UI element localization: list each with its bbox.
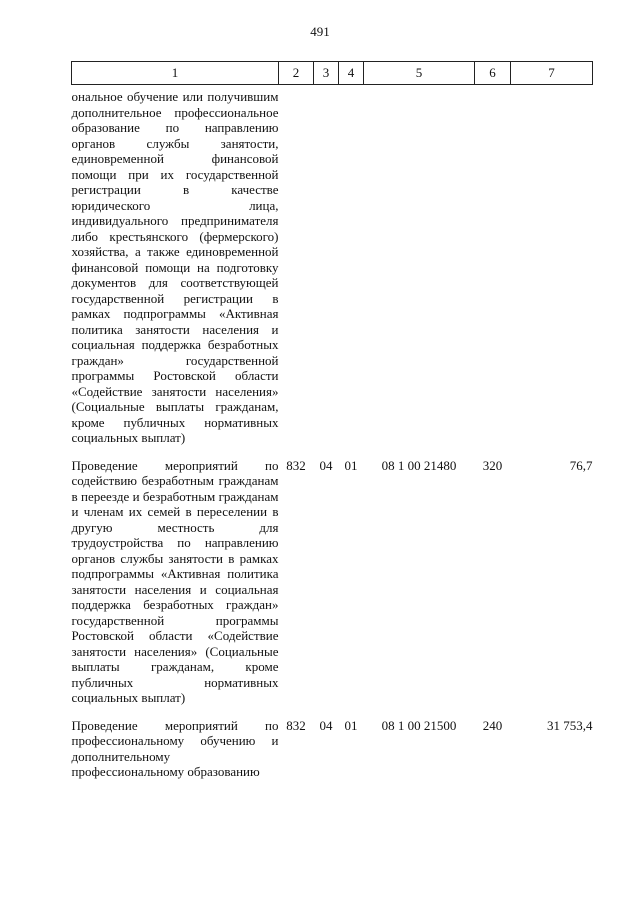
row-section: 04 — [319, 457, 333, 473]
table-row — [72, 446, 593, 706]
row-amount — [511, 85, 593, 446]
row-subsection: 01 — [344, 717, 358, 733]
row-expense-type — [475, 85, 511, 446]
header-col-6: 6 — [475, 62, 511, 85]
row-admin-code: 832 — [286, 717, 306, 733]
row-target-code: 08 1 00 21480 — [381, 457, 457, 473]
header-col-7: 7 — [511, 62, 593, 85]
row-section — [314, 85, 339, 446]
header-col-1: 1 — [72, 62, 279, 85]
row-admin-code: 832 — [286, 457, 306, 473]
header-col-2: 2 — [279, 62, 314, 85]
budget-table — [71, 61, 593, 780]
row-admin-code — [279, 85, 314, 446]
header-col-5: 5 — [364, 62, 475, 85]
header-row — [72, 62, 593, 85]
row-subsection: 01 — [344, 457, 358, 473]
row-expense-type: 320 — [482, 457, 503, 473]
row-description: Проведение мероприятий по содействию безработным гражданам в переезде и безработным гражданам и членам их семей в переселении в другую местность для трудоустройства по направлению органов службы занятости в рамках подпрограммы «Активная политика занятости населения и социальная поддержка безработных граждан» государственной программы Ростовской области «Содействие занятости населения» (Социальные выплаты гражданам, кроме публичных нормативных социальных выплат) — [71, 457, 279, 705]
row-amount: 76,7 — [569, 457, 593, 473]
row-description: ональное обучение или получившим дополнительное профессиональное образование по направлению органов службы занятости, единовременной финансовой помощи при их государственной регистрации в качестве юридического лица, индивидуального предпринимателя либо крестьянского (фермерского) хозяйства, а также единовременной финансовой помощи на подготовку документов для соответствующей государственной регистрации в рамках подпрограммы «Активная политика занятости населения и социальная поддержка безработных граждан» государственной программы Ростовской области «Содействие занятости населения» (Социальные выплаты гражданам, кроме публичных нормативных социальных выплат) — [71, 89, 279, 445]
page-number: 491 — [310, 24, 330, 39]
row-subsection — [339, 85, 364, 446]
row-amount: 31 753,4 — [547, 717, 593, 733]
row-expense-type: 240 — [482, 717, 503, 733]
table-row — [72, 85, 593, 446]
header-col-3: 3 — [314, 62, 339, 85]
header-col-4: 4 — [339, 62, 364, 85]
table-row — [72, 706, 593, 780]
row-target-code — [364, 85, 475, 446]
row-target-code: 08 1 00 21500 — [381, 717, 457, 733]
row-description: Проведение мероприятий по профессиональному обучению и дополнительному профессиональному образованию — [71, 717, 279, 779]
row-section: 04 — [319, 717, 333, 733]
